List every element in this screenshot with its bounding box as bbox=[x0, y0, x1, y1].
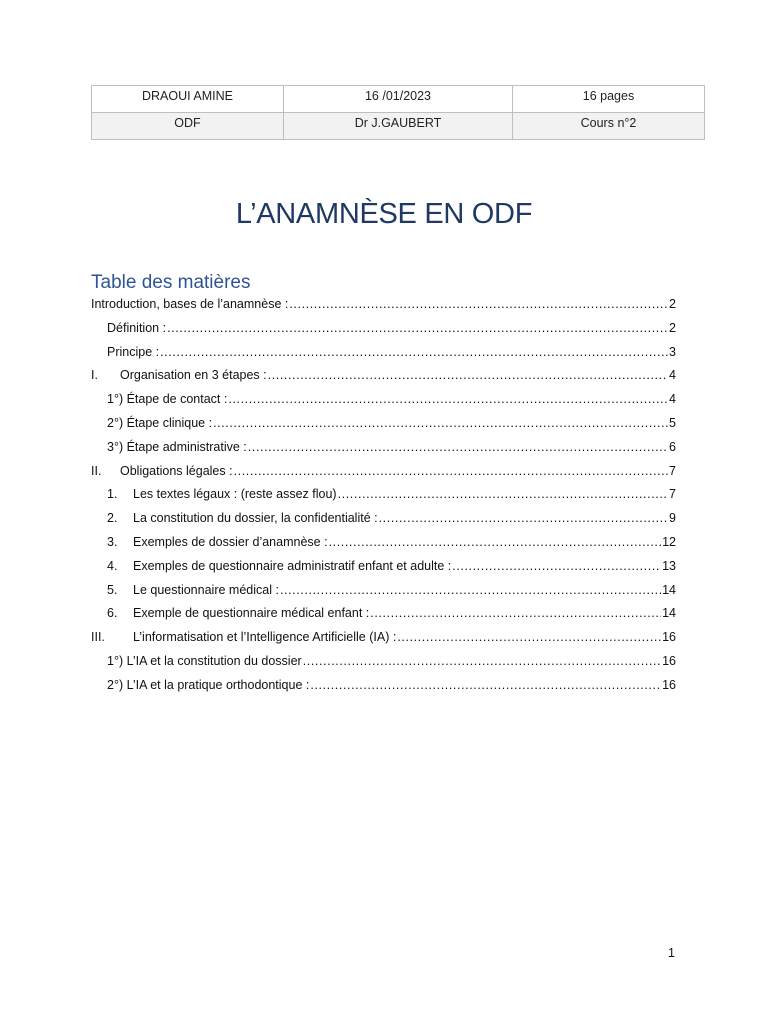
toc-entry[interactable] bbox=[91, 559, 676, 583]
toc-entry[interactable] bbox=[91, 487, 676, 511]
toc-entry-page: 4 bbox=[669, 368, 676, 383]
author-cell: DRAOUI AMINE bbox=[92, 86, 284, 113]
toc-entry[interactable] bbox=[91, 606, 676, 630]
toc-entry-number: I. bbox=[91, 368, 98, 383]
page-number: 1 bbox=[668, 946, 675, 960]
toc-entry-label: 1°) L’IA et la constitution du dossier bbox=[107, 653, 302, 668]
toc-leader-dots bbox=[397, 630, 661, 644]
toc-entry-label: 2°) Étape clinique : bbox=[107, 415, 213, 430]
table-of-contents bbox=[91, 297, 676, 702]
toc-leader-dots bbox=[329, 535, 662, 549]
toc-entry-label: Organisation en 3 étapes : bbox=[120, 368, 267, 383]
subject-cell: ODF bbox=[92, 113, 284, 140]
toc-entry-label: Introduction, bases de l’anamnèse : bbox=[91, 297, 289, 311]
toc-leader-dots bbox=[234, 464, 668, 478]
toc-entry-page: 2 bbox=[669, 320, 676, 335]
toc-entry-page: 16 bbox=[662, 677, 676, 692]
course-number-cell: Cours n°2 bbox=[513, 113, 705, 140]
toc-entry-label: Principe : bbox=[107, 344, 160, 359]
toc-entry[interactable] bbox=[91, 654, 676, 678]
toc-entry-page: 4 bbox=[669, 392, 676, 407]
toc-entry[interactable] bbox=[91, 297, 676, 321]
toc-entry-number: 4. bbox=[107, 558, 118, 573]
toc-entry-page: 3 bbox=[669, 344, 676, 359]
toc-entry-label: Le questionnaire médical : bbox=[133, 582, 279, 597]
toc-entry-label: Exemples de dossier d’anamnèse : bbox=[133, 534, 328, 549]
toc-leader-dots bbox=[370, 606, 661, 620]
toc-leader-dots bbox=[310, 678, 661, 692]
toc-entry-label: 2°) L’IA et la pratique orthodontique : bbox=[107, 677, 310, 692]
toc-entry[interactable] bbox=[91, 511, 676, 535]
header-row bbox=[92, 86, 705, 113]
toc-leader-dots bbox=[228, 392, 668, 406]
toc-leader-dots bbox=[268, 368, 668, 382]
toc-entry[interactable] bbox=[91, 583, 676, 607]
toc-entry-page: 14 bbox=[662, 606, 676, 621]
toc-leader-dots bbox=[303, 654, 661, 668]
toc-entry-page: 12 bbox=[662, 534, 676, 549]
toc-leader-dots bbox=[452, 559, 661, 573]
document-header-table bbox=[91, 85, 705, 140]
toc-entry-label: Les textes légaux : (reste assez flou) bbox=[133, 487, 337, 502]
toc-entry[interactable] bbox=[91, 368, 676, 392]
toc-entry-number: 3. bbox=[107, 534, 118, 549]
toc-entry[interactable] bbox=[91, 464, 676, 488]
toc-entry-number: 1. bbox=[107, 487, 118, 502]
toc-leader-dots bbox=[338, 487, 668, 501]
toc-entry[interactable] bbox=[91, 440, 676, 464]
toc-entry-page: 6 bbox=[669, 439, 676, 454]
toc-entry[interactable] bbox=[91, 392, 676, 416]
toc-entry-label: La constitution du dossier, la confidentialité : bbox=[133, 511, 378, 526]
toc-leader-dots bbox=[289, 297, 668, 311]
header-row bbox=[92, 113, 705, 140]
document-title: L’ANAMNÈSE EN ODF bbox=[235, 198, 533, 230]
toc-entry-page: 16 bbox=[662, 653, 676, 668]
toc-leader-dots bbox=[167, 321, 668, 335]
date-cell: 16 /01/2023 bbox=[284, 86, 513, 113]
toc-entry-label: 1°) Étape de contact : bbox=[107, 392, 228, 407]
toc-entry-number: II. bbox=[91, 463, 102, 478]
toc-entry-number: 6. bbox=[107, 606, 118, 621]
toc-entry-label: Exemple de questionnaire médical enfant : bbox=[133, 606, 370, 621]
toc-entry-number: 5. bbox=[107, 582, 118, 597]
toc-leader-dots bbox=[379, 511, 668, 525]
toc-leader-dots bbox=[248, 440, 668, 454]
toc-entry[interactable] bbox=[91, 630, 676, 654]
toc-entry-label: Définition : bbox=[107, 320, 167, 335]
toc-leader-dots bbox=[213, 416, 668, 430]
teacher-cell: Dr J.GAUBERT bbox=[284, 113, 513, 140]
toc-entry-label: Obligations légales : bbox=[120, 463, 233, 478]
toc-entry-number: 2. bbox=[107, 511, 118, 526]
toc-entry-page: 2 bbox=[669, 297, 676, 311]
toc-entry[interactable] bbox=[91, 678, 676, 702]
toc-entry[interactable] bbox=[91, 321, 676, 345]
pages-cell: 16 pages bbox=[513, 86, 705, 113]
toc-entry-page: 16 bbox=[662, 630, 676, 645]
toc-entry-page: 5 bbox=[669, 415, 676, 430]
toc-entry-page: 14 bbox=[662, 582, 676, 597]
toc-entry[interactable] bbox=[91, 416, 676, 440]
toc-entry[interactable] bbox=[91, 345, 676, 369]
toc-entry-page: 7 bbox=[669, 463, 676, 478]
toc-entry-label: 3°) Étape administrative : bbox=[107, 439, 247, 454]
toc-entry-label: Exemples de questionnaire administratif enfant et adulte : bbox=[133, 558, 452, 573]
toc-leader-dots bbox=[280, 583, 661, 597]
toc-entry-page: 9 bbox=[669, 511, 676, 526]
toc-entry-page: 13 bbox=[662, 558, 676, 573]
toc-entry-page: 7 bbox=[669, 487, 676, 502]
toc-entry-number: III. bbox=[91, 630, 105, 645]
toc-entry[interactable] bbox=[91, 535, 676, 559]
toc-leader-dots bbox=[160, 345, 668, 359]
toc-heading: Table des matières bbox=[91, 272, 251, 293]
toc-entry-label: L’informatisation et l’Intelligence Artificielle (IA) : bbox=[133, 630, 397, 645]
